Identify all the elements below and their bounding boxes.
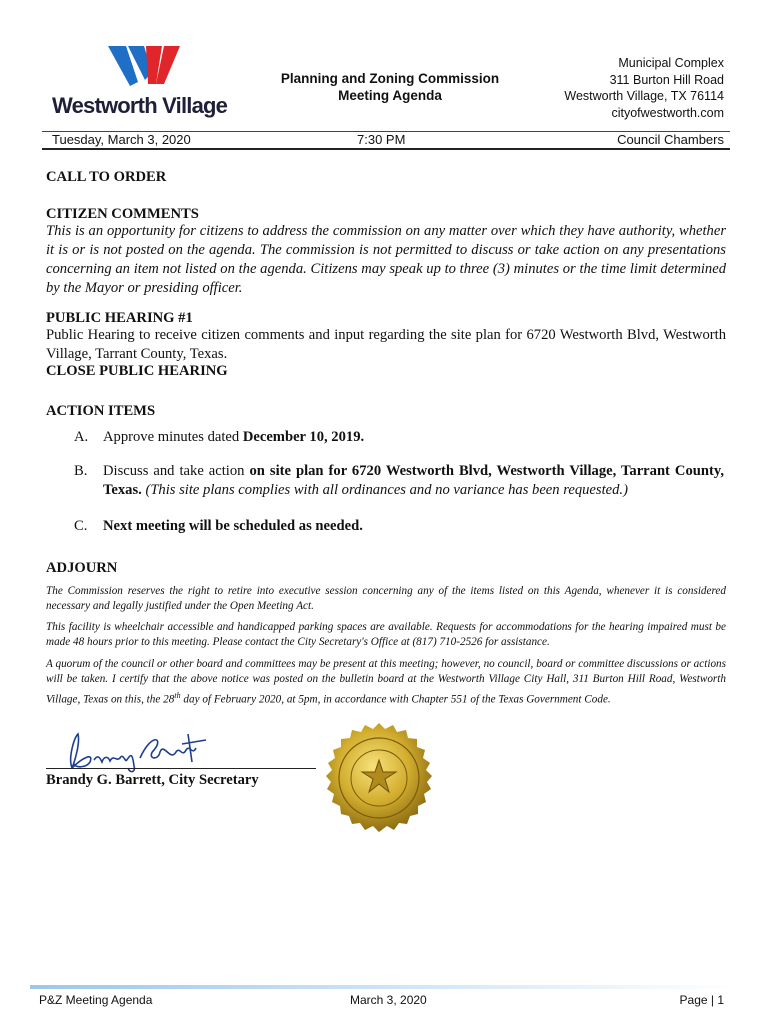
- title-line-2: Meeting Agenda: [338, 88, 442, 103]
- citizen-comments-heading: CITIZEN COMMENTS: [46, 206, 199, 222]
- action-items-heading: ACTION ITEMS: [46, 403, 156, 419]
- page-number: Page | 1: [679, 993, 724, 1007]
- certification-text: A quorum of the council or other board and committees may be present at this meeting; however, no council, board or committee discussions or actions will be taken. I certify that the above notice was posted on the bulletin board at the Westworth Village City Hall, 311 Burton Hill Road, Westworth Village, Texas on this, the 28: [46, 658, 726, 706]
- item-bold-text: December 10, 2019.: [242, 429, 365, 445]
- executive-session-notice: The Commission reserves the right to retire into executive session concerning any of the items listed on this Agenda, whenever it is considered necessary and legally justified under the Open Meeting Act.: [46, 585, 726, 613]
- call-to-order-heading: CALL TO ORDER: [46, 169, 167, 185]
- public-hearing-text: Public Hearing to receive citizen comments and input regarding the site plan for 6720 Westworth Blvd, Westworth Village, Tarrant County, Texas.: [46, 327, 726, 362]
- footer-rule: [30, 985, 740, 989]
- item-letter: A.: [74, 429, 89, 445]
- meeting-location: Council Chambers: [617, 132, 724, 147]
- action-item-c: [74, 517, 724, 536]
- item-letter: B.: [74, 463, 88, 479]
- item-letter: C.: [74, 518, 88, 534]
- address-line: 311 Burton Hill Road: [609, 72, 724, 87]
- address-line: Municipal Complex: [618, 56, 724, 70]
- meeting-info-row: [52, 131, 724, 149]
- action-item-a: [74, 428, 724, 447]
- ordinal-suffix: th: [174, 690, 181, 700]
- public-hearing-heading: PUBLIC HEARING #1: [46, 310, 193, 326]
- item-text: Approve minutes dated: [103, 429, 243, 445]
- meeting-time: 7:30 PM: [357, 132, 406, 147]
- signer-name: Brandy G. Barrett, City Secretary: [46, 772, 259, 788]
- accessibility-notice: This facility is wheelchair accessible and handicapped parking spaces are available. Requests for accommodations for the hearing impaired must be made 48 hours prior to this meeting. Please contact the City Secretary's Office at (817) 710-2526 for assistance.: [46, 621, 726, 649]
- document-title: [250, 70, 530, 104]
- footer-date: March 3, 2020: [350, 993, 427, 1007]
- adjourn-heading: ADJOURN: [46, 560, 118, 576]
- address-line: Westworth Village, TX 76114: [564, 89, 724, 103]
- website: cityofwestworth.com: [611, 105, 724, 120]
- city-seal: [318, 722, 440, 836]
- header-rule-bottom: [42, 148, 730, 150]
- address-block: [564, 55, 724, 121]
- logo-wordmark: Westworth Village: [52, 93, 228, 118]
- posting-certification: [46, 657, 726, 708]
- close-public-hearing: CLOSE PUBLIC HEARING: [46, 363, 228, 379]
- item-bold-text: on site plan for 6720 Westworth Blvd, Westworth Village, Tarrant County, Texas.: [103, 463, 724, 498]
- certification-text-end: day of February 2020, at 5pm, in accordance with Chapter 551 of the Texas Government Code.: [180, 693, 611, 706]
- action-item-b: [74, 462, 724, 500]
- citizen-comments-text: This is an opportunity for citizens to address the commission on any matter over which they have authority, whether it is or is not posted on the agenda. The commission is not permitted to discuss or take action on any presentations concerning an item not listed on the agenda. Citizens may speak up to three (3) minutes or the time limit determined by the Mayor or presiding officer.: [46, 223, 726, 296]
- title-line-1: Planning and Zoning Commission: [280, 71, 500, 86]
- signature-line: [46, 768, 316, 769]
- item-note: (This site plans complies with all ordinances and no variance has been requested.): [145, 482, 628, 498]
- item-bold-text: Next meeting will be scheduled as needed.: [103, 518, 363, 534]
- meeting-date: Tuesday, March 3, 2020: [52, 132, 191, 147]
- footer-document-name: P&Z Meeting Agenda: [39, 993, 153, 1007]
- item-text: Discuss and take action: [103, 463, 250, 479]
